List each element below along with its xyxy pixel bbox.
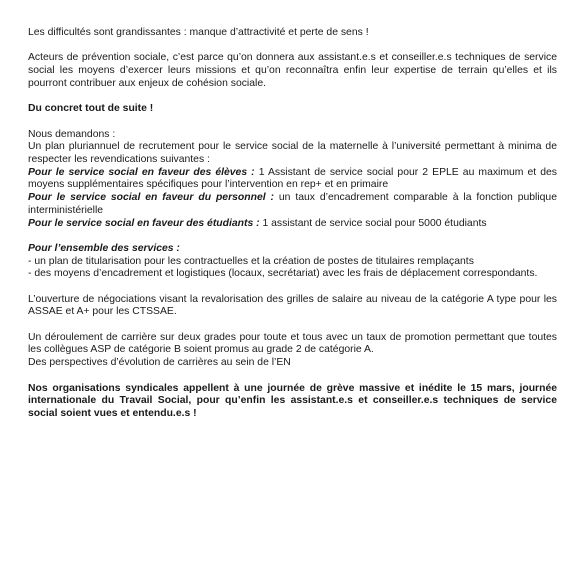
personnel-text: un taux d’encadrement comparable à la fonction publique interministérielle	[28, 192, 557, 216]
eleves-label: Pour le service social en faveur des élèves :	[28, 166, 255, 178]
eleves-text: 1 Assistant de service social pour 2 EPLE au maximum et des moyens supplémentaires spécifiques pour l’intervention en rep+ et en primaire	[28, 166, 557, 191]
etudiants-item	[28, 218, 557, 231]
intro-paragraph: Les difficultés sont grandissantes : manque d’attractivité et perte de sens !	[28, 27, 369, 38]
plan-recrutement-text: Un plan pluriannuel de recrutement pour le service social de la maternelle à l’université permettant à minima de respecter les revendications suivantes :	[28, 141, 557, 165]
ensemble-block	[28, 243, 557, 281]
personnel-label: Pour le service social en faveur du personnel :	[28, 192, 274, 204]
eleves-item	[28, 167, 557, 192]
perspectives-text: Des perspectives d’évolution de carrières au sein de l’EN	[28, 357, 291, 369]
concret-heading: Du concret tout de suite !	[28, 103, 154, 115]
ensemble-item-moyens: - des moyens d’encadrement et logistiques (locaux, secrétariat) avec les frais de déplacement correspondants.	[28, 268, 538, 280]
demandes-block	[28, 129, 557, 231]
deroulement-text: Un déroulement de carrière sur deux grades pour toute et tous avec un taux de promotion permettant que toutes les collègues ASP de catégorie B soient promus au grade 2 de catégorie A.	[28, 331, 557, 356]
deroulement-paragraph	[28, 332, 557, 370]
etudiants-text: 1 assistant de service social pour 5000 étudiants	[259, 217, 487, 229]
document-body	[28, 27, 557, 421]
ensemble-label: Pour l’ensemble des services :	[28, 242, 180, 254]
etudiants-label: Pour le service social en faveur des étudiants :	[28, 217, 260, 229]
conclusion-paragraph: Nos organisations syndicales appellent à une journée de grève massive et inédite le 15 mars, journée internationale du Travail Social, pour qu’enfin les assistant.e.s et conseiller.e.s techniques de service social soient vues et entendu.e.s !	[28, 382, 557, 419]
ensemble-item-titularisation: - un plan de titularisation pour les contractuelles et la création de postes de titulaires remplaçants	[28, 255, 474, 267]
ouverture-paragraph: L’ouverture de négociations visant la revalorisation des grilles de salaire au niveau de la catégorie A type pour les ASSAE et A+ pour les CTSSAE.	[28, 293, 557, 318]
acteurs-paragraph: Acteurs de prévention sociale, c’est parce qu’on donnera aux assistant.e.s et conseiller.e.s techniques de service social les moyens d’exercer leurs missions et qu’on reconnaîtra enfin leur expertise de terrain qu’elles et ils pourront contribuer aux enjeux de cohésion sociale.	[28, 52, 557, 89]
demandons-intro: Nous demandons :	[28, 128, 116, 140]
personnel-item	[28, 192, 557, 217]
